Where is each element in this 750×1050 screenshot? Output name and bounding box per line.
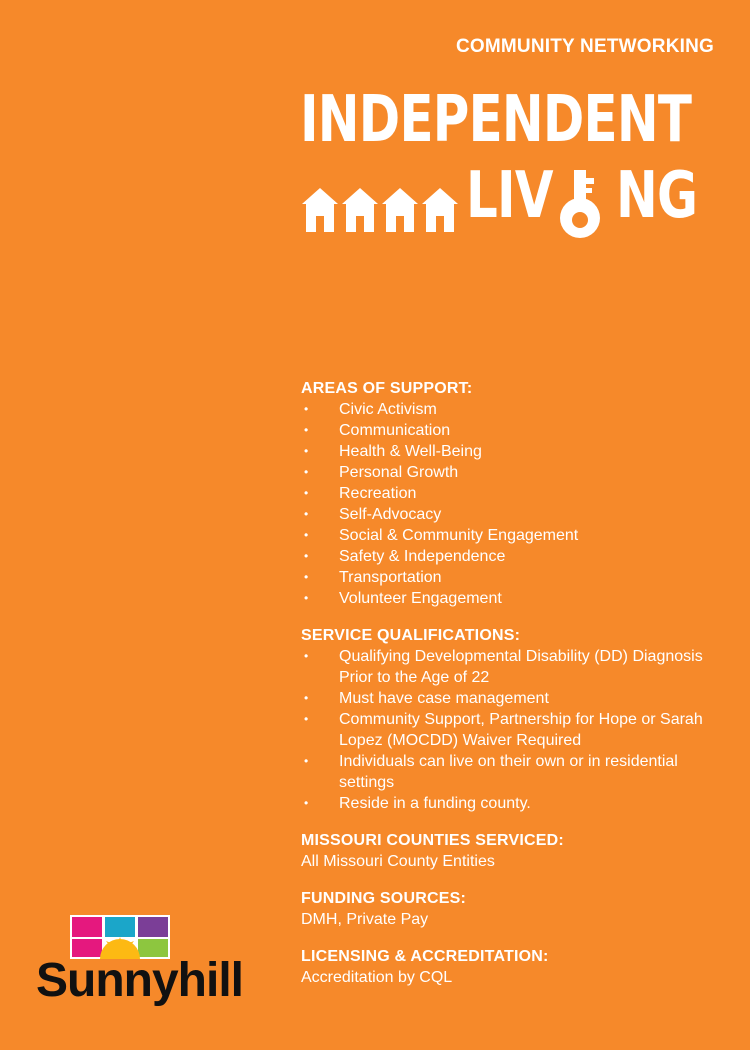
logo-name: Sunnyhill bbox=[36, 954, 243, 1007]
key-icon bbox=[546, 170, 616, 240]
bullet-icon: • bbox=[304, 691, 309, 705]
areas-heading: AREAS OF SUPPORT: bbox=[301, 380, 473, 397]
list-item: • Personal Growth bbox=[304, 464, 459, 481]
areas-of-support-section bbox=[301, 378, 721, 609]
counties-heading: MISSOURI COUNTIES SERVICED: bbox=[301, 832, 564, 849]
qualifications-list bbox=[301, 646, 721, 814]
list-item: • Health & Well-Being bbox=[304, 443, 482, 460]
list-item: • Social & Community Engagement bbox=[304, 527, 579, 544]
bullet-icon: • bbox=[304, 465, 309, 479]
title-line-2-part-1: LIV bbox=[466, 159, 553, 233]
title-wordmark bbox=[300, 84, 720, 244]
bullet-icon: • bbox=[304, 402, 309, 416]
bullet-icon: • bbox=[304, 712, 309, 726]
list-item: • Volunteer Engagement bbox=[304, 590, 502, 607]
qualifications-section bbox=[301, 625, 721, 814]
bullet-icon: • bbox=[304, 486, 309, 500]
title-line-2-part-2: NG bbox=[616, 159, 698, 233]
bullet-icon: • bbox=[304, 507, 309, 521]
qualifications-heading: SERVICE QUALIFICATIONS: bbox=[301, 627, 521, 644]
sunnyhill-logo bbox=[36, 915, 276, 1015]
list-item: • Civic Activism bbox=[304, 401, 437, 418]
bullet-icon: • bbox=[304, 423, 309, 437]
counties-section bbox=[301, 830, 721, 872]
kicker-label: COMMUNITY NETWORKING bbox=[455, 36, 714, 57]
info-content bbox=[301, 378, 721, 1004]
list-item: • Individuals can live on their own or in residential settings bbox=[304, 753, 678, 791]
bullet-icon: • bbox=[304, 754, 309, 768]
list-item: • Qualifying Developmental Disability (DD) Diagnosis Prior to the Age of 22 bbox=[304, 648, 703, 686]
list-item: • Communication bbox=[304, 422, 451, 439]
funding-text: DMH, Private Pay bbox=[301, 911, 429, 928]
list-item: • Self-Advocacy bbox=[304, 506, 442, 523]
list-item: • Reside in a funding county. bbox=[304, 795, 531, 812]
counties-text: All Missouri County Entities bbox=[301, 853, 495, 870]
bullet-icon: • bbox=[304, 570, 309, 584]
list-item: • Recreation bbox=[304, 485, 417, 502]
bullet-icon: • bbox=[304, 796, 309, 810]
bullet-icon: • bbox=[304, 591, 309, 605]
bullet-icon: • bbox=[304, 444, 309, 458]
list-item: • Safety & Independence bbox=[304, 548, 506, 565]
list-item: • Must have case management bbox=[304, 690, 549, 707]
list-item: • Transportation bbox=[304, 569, 442, 586]
funding-heading: FUNDING SOURCES: bbox=[301, 890, 466, 907]
licensing-text: Accreditation by CQL bbox=[301, 969, 453, 986]
licensing-section bbox=[301, 946, 721, 988]
licensing-heading: LICENSING & ACCREDITATION: bbox=[301, 948, 549, 965]
bullet-icon: • bbox=[304, 528, 309, 542]
funding-section bbox=[301, 888, 721, 930]
bullet-icon: • bbox=[304, 649, 309, 663]
house-icon bbox=[302, 186, 462, 236]
title-line-1: INDEPENDENT bbox=[300, 83, 692, 157]
areas-list bbox=[301, 399, 721, 609]
bullet-icon: • bbox=[304, 549, 309, 563]
list-item: • Community Support, Partnership for Hope or Sarah Lopez (MOCDD) Waiver Required bbox=[304, 711, 703, 749]
